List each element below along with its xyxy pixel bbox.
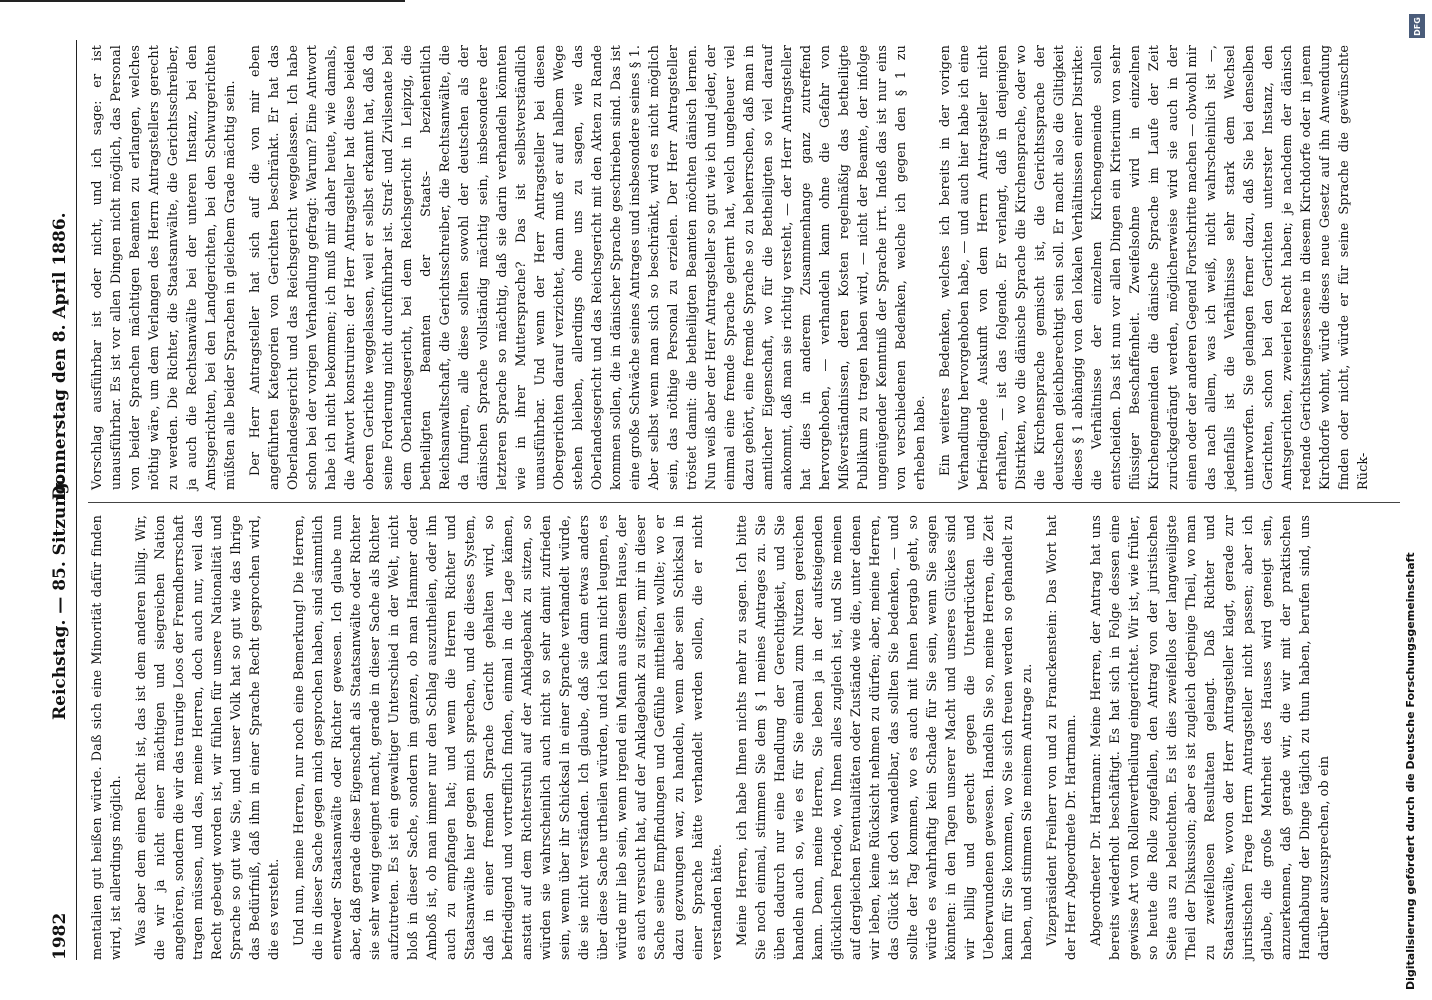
paragraph: Der Herr Antragsteller hat sich auf die von mir eben angeführten Kategorien von Gerichten beschränkt. Er hat das Oberlandesgericht und das Reichsgericht weggelassen. Ich habe schon bei der vorigen Verhandlung gefragt: Warum? Eine Antwort habe ich nicht bekommen; ich muß mir daher heute, wie damals, die Antwort konstruiren: der Herr Antragsteller hat diese beiden oberen Gerichte weggelassen, weil er selbst erkannt hat, daß da seine Forderung nicht durchführbar ist. Straf- und Zivilsenate bei dem Oberlandesgericht, bei dem Reichsgericht in Leipzig, die betheiligten Beamten der Staats- beziehentlich Reichsanwaltschaft, die Gerichtsschreiber, die Rechtsanwälte, die da fungiren, alle diese sollten sowohl der deutschen als der dänischen Sprache vollständig mächtig sein, insbesondere der letzteren Sprache so mächtig, daß sie darin verhandeln könnten wie in ihrer Muttersprache? Das ist selbstverständlich unausführbar. Und wenn der Herr Antragsteller bei diesen Obergerichten darauf verzichtet, dann muß er auf halbem Wege stehen bleiben, allerdings ohne uns zu sagen, wie das Oberlandesgericht und das Reichsgericht mit den Akten zu Rande kommen sollen, die in dänischer Sprache geschrieben sind. Das ist eine große Schwäche seines Antrages und insbesondere seines § 1. Aber selbst wenn man sich so beschränkt, wird es nicht möglich sein, das nöthige Personal zu erzielen. Der Herr Antragsteller tröstet damit: die betheiligten Beamten möchten dänisch lernen. Nun weiß aber der Herr Antragsteller so gut wie ich und jeder, der einmal eine fremde Sprache gelernt hat, welch ungeheuer viel dazu gehört, eine fremde Sprache so zu beherrschen, daß man in amtlicher Eigenschaft, wo für die Betheiligten so viel darauf ankommt, daß man sie richtig versteht, — der Herr Antragsteller hat dies in anderem Zusammenhange ganz zutreffend hervorgehoben, — verhandeln kann ohne die Gefahr von Mißverständnissen, deren Kosten regelmäßig das betheiligte Publikum zu tragen haben wird, — nicht der Beamte, der infolge ungenügender Kenntniß der Sprache irrt. Indeß das ist nur eins von verschiedenen Bedenken, welche ich gegen den § 1 zu erheben habe. xyxy=(248,45,928,490)
right-column xyxy=(88,45,1400,490)
paragraph: Was aber dem einen Recht ist, das ist dem anderen billig. Wir, die wir ja nicht einer mächtigen und siegreichen Nation angehören, sondern die wir das traurige Loos der Fremdherrschaft tragen müssen, und das, meine Herren, doch auch nur, weil das Recht gebeugt worden ist, wir fühlen für unsere Nationalität und Sprache so gut wie Sie, und unser Volk hat so gut wie das Ihrige das Bedürfniß, daß ihm in einer Sprache Recht gesprochen wird, die es versteht. xyxy=(134,515,282,960)
paragraph: mentalien gut heißen würde. Daß sich eine Minorität dafür finden wird, ist allerdings möglich. xyxy=(90,515,124,960)
column-divider xyxy=(88,502,1400,503)
paragraph: Vizepräsident Freiherr von und zu Franckenstein: Das Wort hat der Herr Abgeordnete Dr. Hartmann. xyxy=(1045,515,1079,960)
session-date: Donnerstag den 8. April 1886. xyxy=(50,212,70,500)
running-title: Reichstag. — 85. Sitzung. xyxy=(50,476,70,720)
top-rule xyxy=(0,0,405,2)
left-column xyxy=(88,515,1400,960)
paragraph: Abgeordneter Dr. Hartmann: Meine Herren, der Antrag hat uns bereits wiederholt beschäftigt. Es hat sich in Folge dessen eine gewisse Art von Rollenvertheilung eingerichtet. Wir ist, wie früher, so heute die Rolle zugefallen, den Antrag von der juristischen Seite aus zu beleuchten. Es ist dies zweifellos der langweiligste Theil der Diskussion; aber es ist zugleich derjenige Theil, wo man zu zweifellosen Resultaten gelangt. Daß Richter und Staatsanwälte, wovon der Herr Antragsteller klagt, gerade zur juristischen Frage Herrn Antragsteller nicht passen; aber ich glaube, die große Mehrheit des Hauses wird geneigt sein, anzuerkennen, daß gerade wir, die wir mit der praktischen Handhabung der Dinge täglich zu thun haben, berufen sind, uns darüber auszusprechen, ob ein xyxy=(1089,515,1332,960)
rotated-page xyxy=(30,20,1410,980)
page-number: 1982 xyxy=(50,912,70,960)
dfg-logo: DFG xyxy=(1409,14,1425,38)
page-header xyxy=(48,40,77,960)
paragraph: Vorschlag ausführbar ist oder nicht, und ich sage: er ist unausführbar. Es ist vor allen Dingen nicht möglich, das Personal von beider Sprachen mächtigen Beamten zu erlangen, welches nöthig wäre, um dem Verlangen des Herrn Antragstellers gerecht zu werden. Die Richter, die Staatsanwälte, die Gerichtsschreiber, ja auch die Rechtsanwälte bei der unteren Instanz, bei den Amtsgerichten, bei den Landgerichten, bei den Schwurgerichten müßten alle beider Sprachen in gleichem Grade mächtig sein. xyxy=(90,45,238,490)
paragraph: Ein weiteres Bedenken, welches ich bereits in der vorigen Verhandlung hervorgehoben habe, — und auch hier habe ich eine befriedigende Auskunft von dem Herrn Antragsteller nicht erhalten, — ist das folgende. Er verlangt, daß in denjenigen Distrikten, wo die dänische Sprache die Kirchensprache, oder wo die Kirchensprache gemischt ist, die Gerichtssprache der deutschen gleichberechtigt sein soll. Er macht also die Giltigkeit dieses § 1 abhängig von den lokalen Verhältnissen einer Distrikte: die Verhältnisse der einzelnen Kirchengemeinde sollen entscheiden. Das ist nun vor allen Dingen ein Kriterium von sehr flüssiger Beschaffenheit. Zweifelsohne wird in einzelnen Kirchengemeinden die dänische Sprache im Laufe der Zeit zurückgedrängt werden, möglicherweise wird sie auch in der einen oder der anderen Gegend Fortschritte machen — obwohl mir das nach allem, was ich weiß, nicht wahrscheinlich ist —, jedenfalls ist die Verhältnisse sehr stark dem Wechsel unterworfen. Sie gelangen ferner dazu, daß Sie bei denselben Gerichten, schon bei den Gerichten unterster Instanz, den Amtsgerichten, zweierlei Recht haben; je nachdem der dänisch redende Gerichtseingesessene in diesem Kirchdorfe oder in jenem Kirchdorfe wohnt, würde dieses neue Gesetz auf ihn Anwendung finden oder nicht, würde er für seine Sprache die gewünschte Rück- xyxy=(938,45,1371,490)
paragraph: Und nun, meine Herren, nur noch eine Bemerkung! Die Herren, die in dieser Sache gegen mich gesprochen haben, sind sämmtlich entweder Staatsanwälte oder Richter gewesen. Ich glaube nun aber, daß gerade diese Eigenschaft als Staatsanwälte oder Richter sie sehr wenig geeignet macht, gerade in dieser Sache als Richter aufzutreten. Es ist ein gewaltiger Unterschied in der Welt, nicht bloß in dieser Sache, sondern im ganzen, ob man Hammer oder Amboß ist, ob man immer nur den Schlag auszutheilen, oder ihn auch zu empfangen hat; und wenn die Herren Richter und Staatsanwälte hier gegen mich sprechen, und die dieses System, daß in einer fremden Sprache Gericht gehalten wird, so befriedigend und vortrefflich finden, einmal in die Lage kämen, anstatt auf dem Richterstuhl auf der Anklagebank zu sitzen, so würden sie wahrscheinlich auch nicht so sehr damit zufrieden sein, wenn über ihr Schicksal in einer Sprache verhandelt würde, die sie nicht verständen. Ich glaube, daß sie dann etwas anders über diese Sache urtheilen würden, und ich kann nicht leugnen, es würde mir lieb sein, wenn irgend ein Mann aus diesem Hause, der es auch versucht hat, auf der Anklagebank zu sitzen, mir in dieser Sache seine Empfindungen und Gefühle mittheilen wollte; wo er dazu gezwungen war, zu handeln, wenn aber sein Schicksal in einer Sprache hätte verhandelt werden sollen, die er nicht verstanden hätte. xyxy=(292,515,725,960)
paragraph: Meine Herren, ich habe Ihnen nichts mehr zu sagen. Ich bitte Sie noch einmal, stimmen Sie dem § 1 meines Antrages zu. Sie üben dadurch nur eine Handlung der Gerechtigkeit, und Sie handeln auch so, wie es für Sie einmal zum Nutzen gereichen kann. Denn, meine Herren, Sie leben ja in der aufsteigenden glücklichen Periode, wo Ihnen alles zugleich ist, und Sie meinen auf dergleichen Eventualitäten oder Zustände wie die, unter denen wir leben, keine Rücksicht nehmen zu dürfen; aber, meine Herren, das Glück ist doch wandelbar, das sollten Sie bedenken, — und sollte der Tag kommen, wo es auch mit Ihnen bergab geht, so würde es wahrhaftig kein Schade für Sie sein, wenn Sie sagen könnten: in den Tagen unserer Macht und unseres Glückes sind wir billig und gerecht gegen die Unterdrückten und Ueberwundenen gewesen. Handeln Sie so, meine Herren, die Zeit kann für Sie kommen, wo Sie sich freuen werden so gehandelt zu haben, und stimmen Sie meinem Antrage zu. xyxy=(735,515,1035,960)
digitization-credit: Digitalisierung gefördert durch die Deutsche Forschungsgemeinschaft xyxy=(1404,552,1417,990)
text-columns xyxy=(88,40,1400,960)
